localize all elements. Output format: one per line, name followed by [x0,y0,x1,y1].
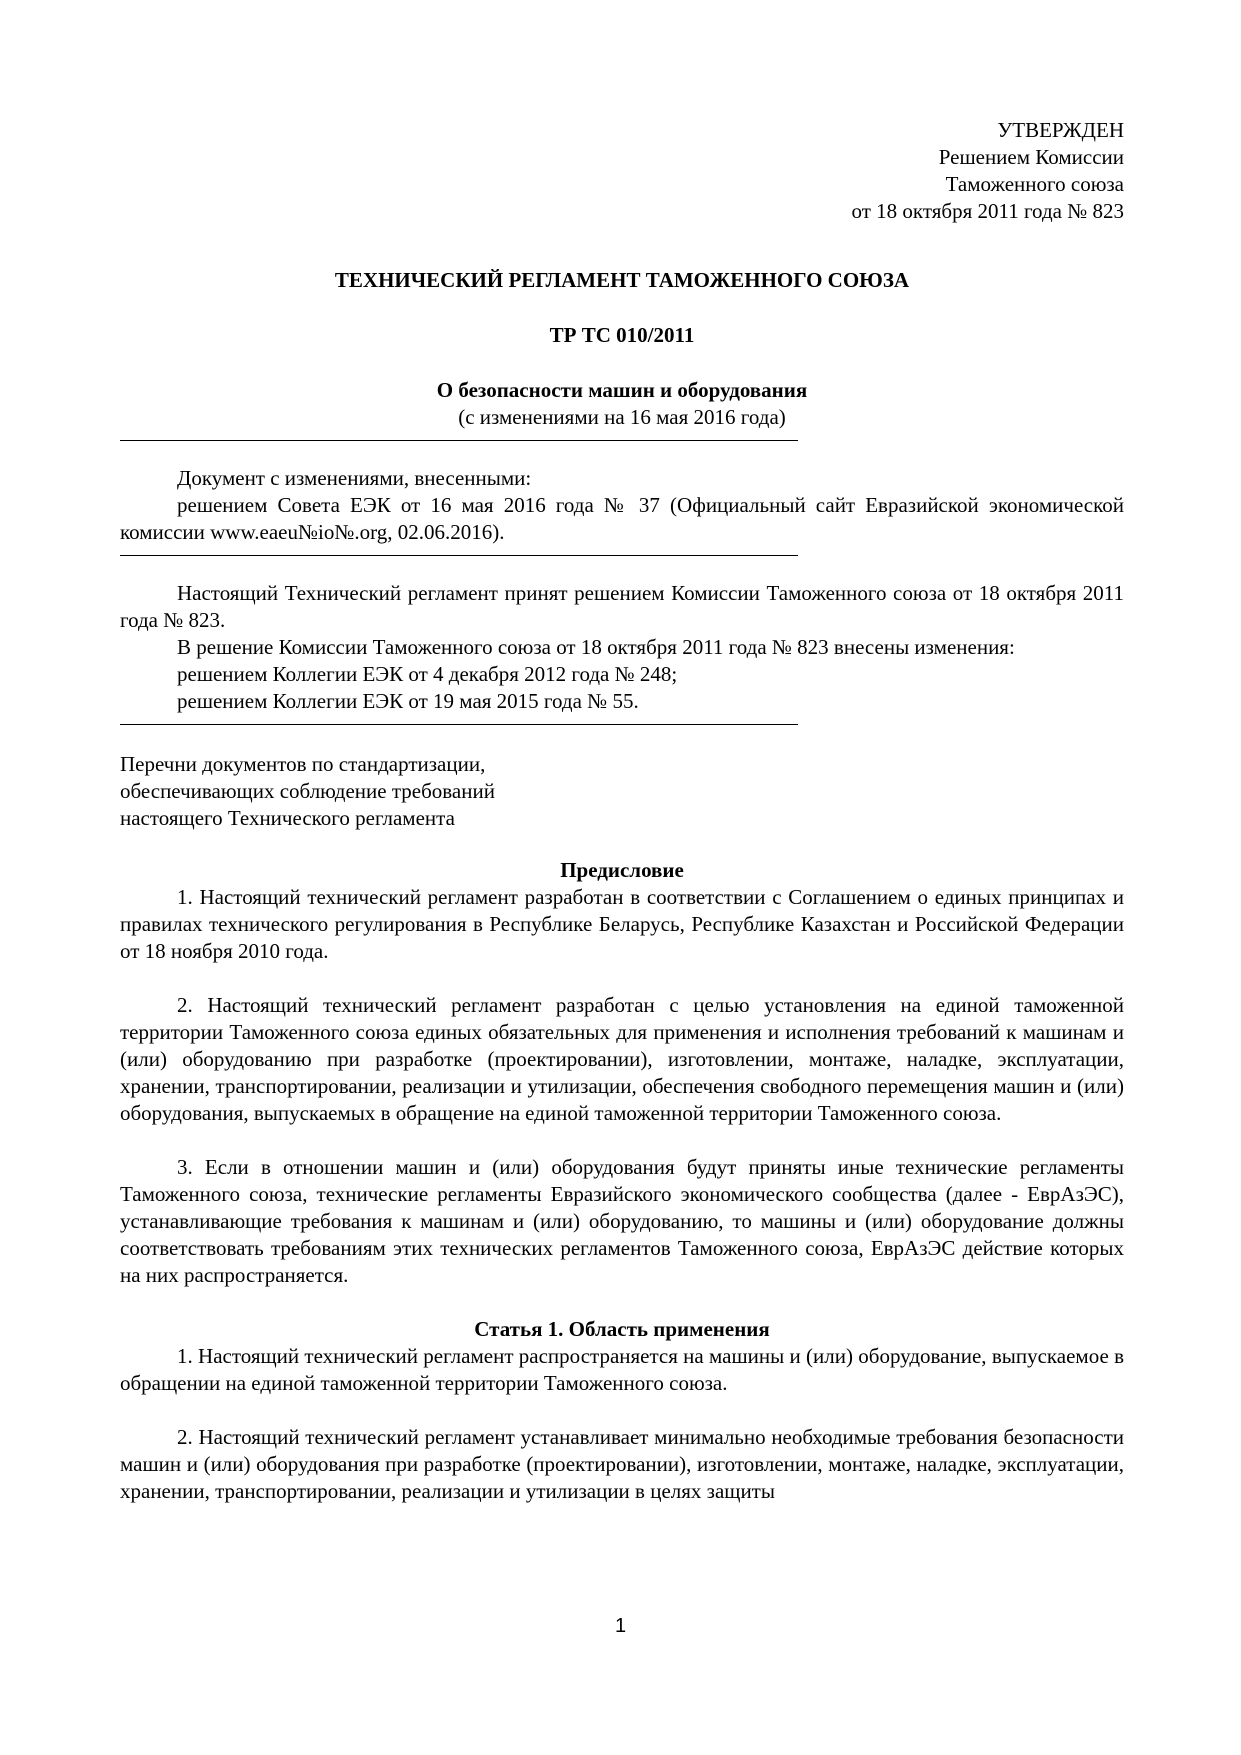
preface-paragraph-1: 1. Настоящий технический регламент разработан в соответствии с Соглашением о единых принципах и правилах технического регулирования в Республике Беларусь, Республике Казахстан и Российской Федерации от 18 ноября 2010 года. [120,885,1124,963]
standards-lists-note [120,751,1124,832]
adoption-amendments-intro: В решение Комиссии Таможенного союза от 18 октября 2011 года № 823 внесены изменения: [177,635,1015,659]
preface-paragraph-2: 2. Настоящий технический регламент разработан с целью установления на единой таможенной территории Таможенного союза единых обязательных для применения и исполнения требований к машинам и (или) оборудованию при разработке (проектировании), изготовлении, монтаже, наладке, эксплуатации, хранении, транспортировании, реализации и утилизации, обеспечения свободного перемещения машин и (или) оборудования, выпускаемых в обращение на единой таможенной территории Таможенного союза. [120,993,1124,1125]
preface-paragraph-3: 3. Если в отношении машин и (или) оборудования будут приняты иные технические регламенты Таможенного союза, технические регламенты Евразийского экономического сообщества (далее - ЕврАзЭС), устанавливающие требования к машинам и (или) оборудованию, то машины и (или) оборудование должны соответствовать требованиям этих технических регламентов Таможенного союза, ЕврАзЭС действие которых на них распространяется. [120,1155,1124,1287]
approval-line-date: от 18 октября 2011 года № 823 [851,199,1124,223]
approval-stamp [120,117,1124,225]
adoption-section [120,580,1124,715]
preface-heading: Предисловие [560,858,684,882]
article-1-heading: Статья 1. Область применения [474,1317,770,1341]
article-1-paragraph-1: 1. Настоящий технический регламент распространяется на машины и (или) оборудование, выпускаемое в обращении на единой таможенной территории Таможенного союза. [120,1344,1124,1395]
standards-lists-line: обеспечивающих соблюдение требований [120,779,495,803]
separator-rule [120,724,798,725]
approval-line-union: Таможенного союза [945,172,1124,196]
standards-lists-line: Перечни документов по стандартизации, [120,752,486,776]
document-subject-note: (с изменениями на 16 мая 2016 года) [458,405,786,429]
separator-rule [120,555,798,556]
page-number: 1 [614,1615,627,1637]
changes-intro: Документ с изменениями, внесенными: [177,466,532,490]
document-code: ТР ТС 010/2011 [549,323,695,347]
changes-item: решением Совета ЕЭК от 16 мая 2016 года № 37 (Официальный сайт Евразийской экономической комиссии www.eaeu№io№.org, 02.06.2016). [120,493,1124,544]
approval-line-decision: Решением Комиссии [938,145,1124,169]
adoption-amendment: решением Коллегии ЕЭК от 4 декабря 2012 года № 248; [177,662,678,686]
changes-section [120,465,1124,546]
article-1-paragraph-2: 2. Настоящий технический регламент устанавливает минимально необходимые требования безопасности машин и (или) оборудования при разработке (проектировании), изготовлении, монтаже, наладке, эксплуатации, хранении, транспортировании, реализации и утилизации в целях защиты [120,1425,1124,1503]
document-subject: О безопасности машин и оборудования [436,378,808,402]
standards-lists-line: настоящего Технического регламента [120,806,455,830]
adoption-amendment: решением Коллегии ЕЭК от 19 мая 2015 года № 55. [177,689,639,713]
approval-line-approved: УТВЕРЖДЕН [997,118,1124,142]
document-title: ТЕХНИЧЕСКИЙ РЕГЛАМЕНТ ТАМОЖЕННОГО СОЮЗА [334,268,910,292]
separator-rule [120,440,798,441]
adoption-paragraph: Настоящий Технический регламент принят решением Комиссии Таможенного союза от 18 октября 2011 года № 823. [120,581,1124,632]
